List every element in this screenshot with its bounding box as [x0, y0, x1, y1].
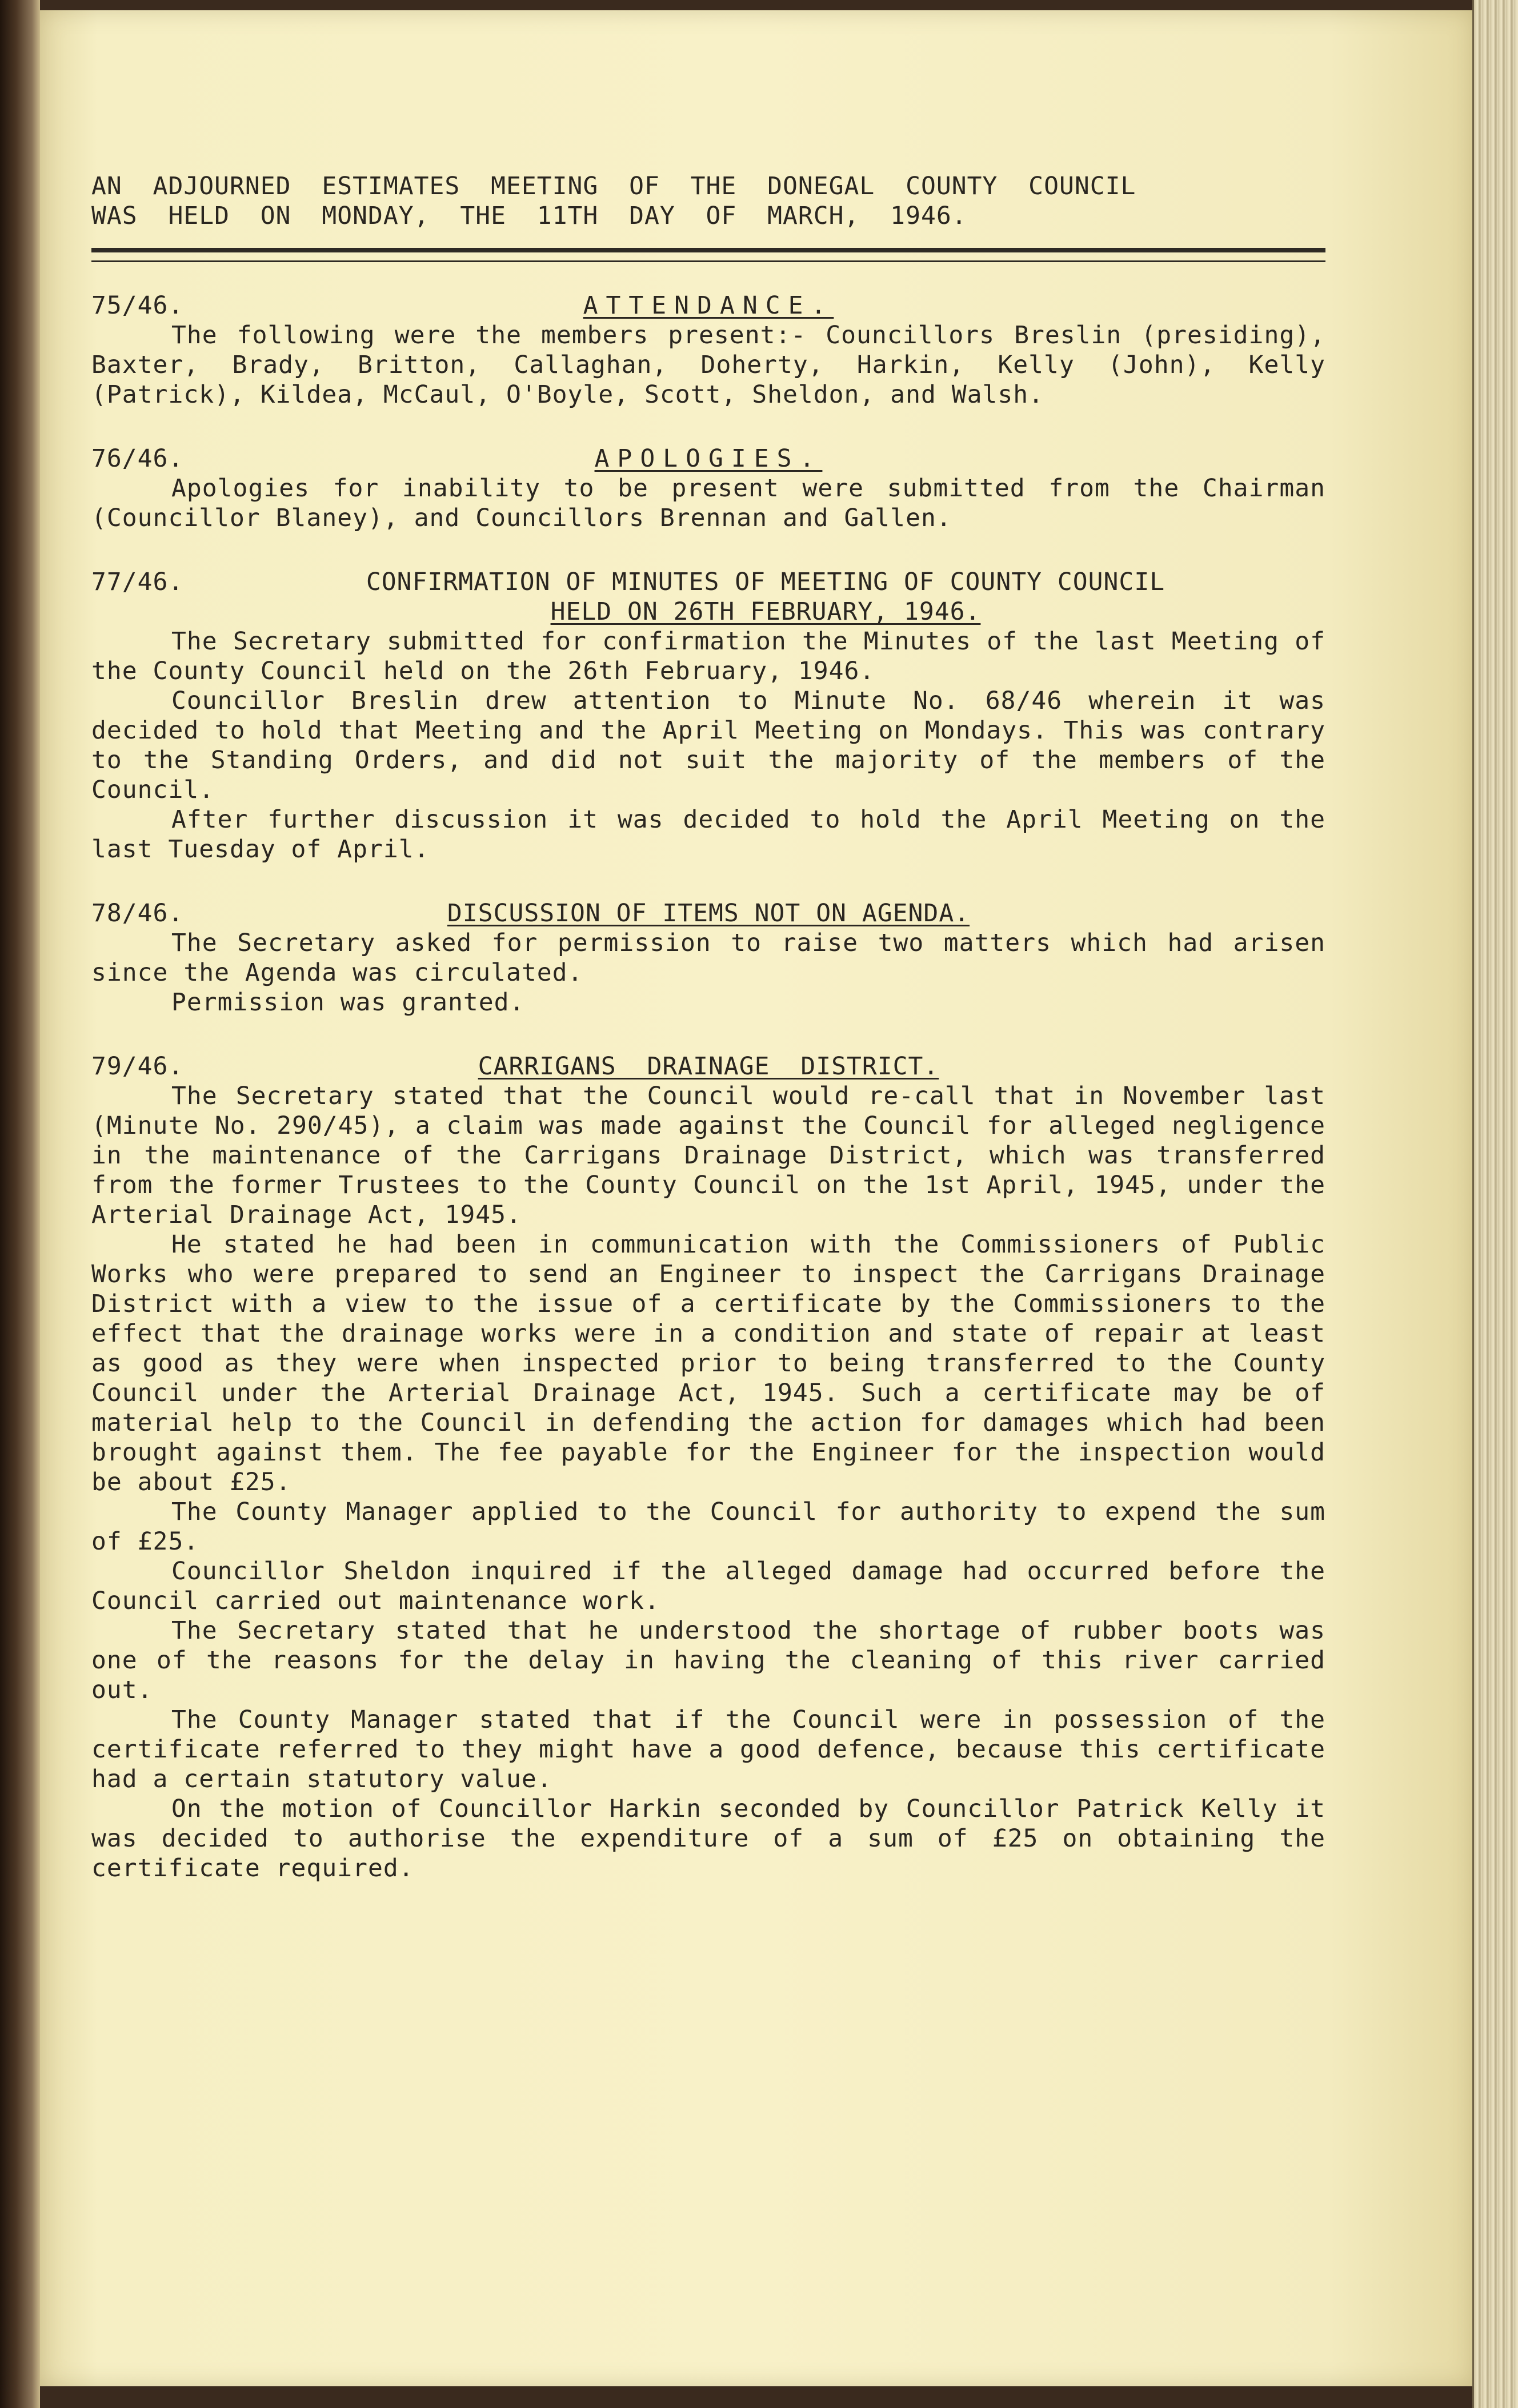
minute-paragraph: Councillor Sheldon inquired if the alleged damage had occurred before the Council carried out maintenance work.: [91, 1557, 1325, 1615]
minute-number: 77/46.: [91, 568, 184, 596]
minute-item-apologies: [91, 444, 1325, 533]
minute-item-confirmation: [91, 567, 1325, 864]
minute-title: CARRIGANS DRAINAGE DISTRICT.: [478, 1052, 939, 1081]
minute-number: 76/46.: [91, 444, 184, 473]
minute-paragraph: Apologies for inability to be present were submitted from the Chairman (Councillor Blaney), and Councillors Brennan and Gallen.: [91, 474, 1325, 532]
minutes-document: [91, 171, 1325, 1917]
minute-title: APOLOGIES.: [594, 444, 823, 473]
page-stack-edge: [1472, 0, 1518, 2408]
minute-paragraph: Permission was granted.: [171, 988, 525, 1017]
header-line-1: AN ADJOURNED ESTIMATES MEETING OF THE DONEGAL COUNTY COUNCIL: [91, 172, 1136, 200]
minute-title: ATTENDANCE.: [583, 291, 834, 320]
minute-title: CONFIRMATION OF MINUTES OF MEETING OF COUNTY COUNCIL: [366, 568, 1165, 596]
minute-paragraph: The following were the members present:- Councillors Breslin (presiding), Baxter, Brady, Britton, Callaghan, Doherty, Harkin, Kelly (John), Kelly (Patrick), Kildea, McCaul, O'Boyle, Scott, Sheldon, and Walsh.: [91, 321, 1325, 409]
minute-number: 78/46.: [91, 899, 184, 928]
minute-paragraph: On the motion of Councillor Harkin seconded by Councillor Patrick Kelly it was decided to authorise the expenditure of a sum of £25 on obtaining the certificate required.: [91, 1795, 1325, 1883]
minute-paragraph: The Secretary asked for permission to raise two matters which had arisen since the Agenda was circulated.: [91, 929, 1325, 987]
minute-paragraph: Councillor Breslin drew attention to Minute No. 68/46 wherein it was decided to hold that Meeting and the April Meeting on Mondays. This was contrary to the Standing Orders, and did not suit the majority of the members of the Council.: [91, 687, 1325, 804]
book-binding: [0, 0, 40, 2408]
header-line-2: WAS HELD ON MONDAY, THE 11TH DAY OF MARCH, 1946.: [91, 202, 967, 230]
minute-paragraph: The Secretary stated that he understood the shortage of rubber boots was one of the reasons for the delay in having the cleaning of this river carried out.: [91, 1616, 1325, 1704]
minute-title: DISCUSSION OF ITEMS NOT ON AGENDA.: [447, 899, 970, 928]
header-divider: [91, 248, 1325, 262]
minute-item-discussion: [91, 898, 1325, 1017]
minute-paragraph: The County Manager stated that if the Council were in possession of the certificate referred to they might have a good defence, because this certificate had a certain statutory value.: [91, 1705, 1325, 1793]
minute-number: 79/46.: [91, 1052, 184, 1081]
minute-paragraph: The County Manager applied to the Council for authority to expend the sum of £25.: [91, 1498, 1325, 1556]
minute-item-attendance: [91, 291, 1325, 410]
minute-paragraph: He stated he had been in communication with the Commissioners of Public Works who were prepared to send an Engineer to inspect the Carrigans Drainage District with a view to the issue of a certificate by the Commissioners to the effect that the drainage works were in a condition and state of repair at least as good as they were when inspected prior to being transferred to the County Council under the Arterial Drainage Act, 1945. Such a certificate may be of material help to the Council in defending the action for damages which had been brought against them. The fee payable for the Engineer for the inspection would be about £25.: [91, 1230, 1325, 1496]
minute-paragraph: After further discussion it was decided to hold the April Meeting on the last Tuesday of April.: [91, 805, 1325, 864]
minute-item-carrigans: [91, 1052, 1325, 1883]
minute-paragraph: The Secretary submitted for confirmation the Minutes of the last Meeting of the County Council held on the 26th February, 1946.: [91, 627, 1325, 685]
document-header: [91, 171, 1325, 231]
minute-paragraph: The Secretary stated that the Council would re-call that in November last (Minute No. 290/45), a claim was made against the Council for alleged negligence in the maintenance of the Carrigans Drainage District, which was transferred from the former Trustees to the County Council on the 1st April, 1945, under the Arterial Drainage Act, 1945.: [91, 1082, 1325, 1229]
minute-number: 75/46.: [91, 291, 184, 320]
minute-title-line-2: HELD ON 26TH FEBRUARY, 1946.: [550, 597, 981, 626]
